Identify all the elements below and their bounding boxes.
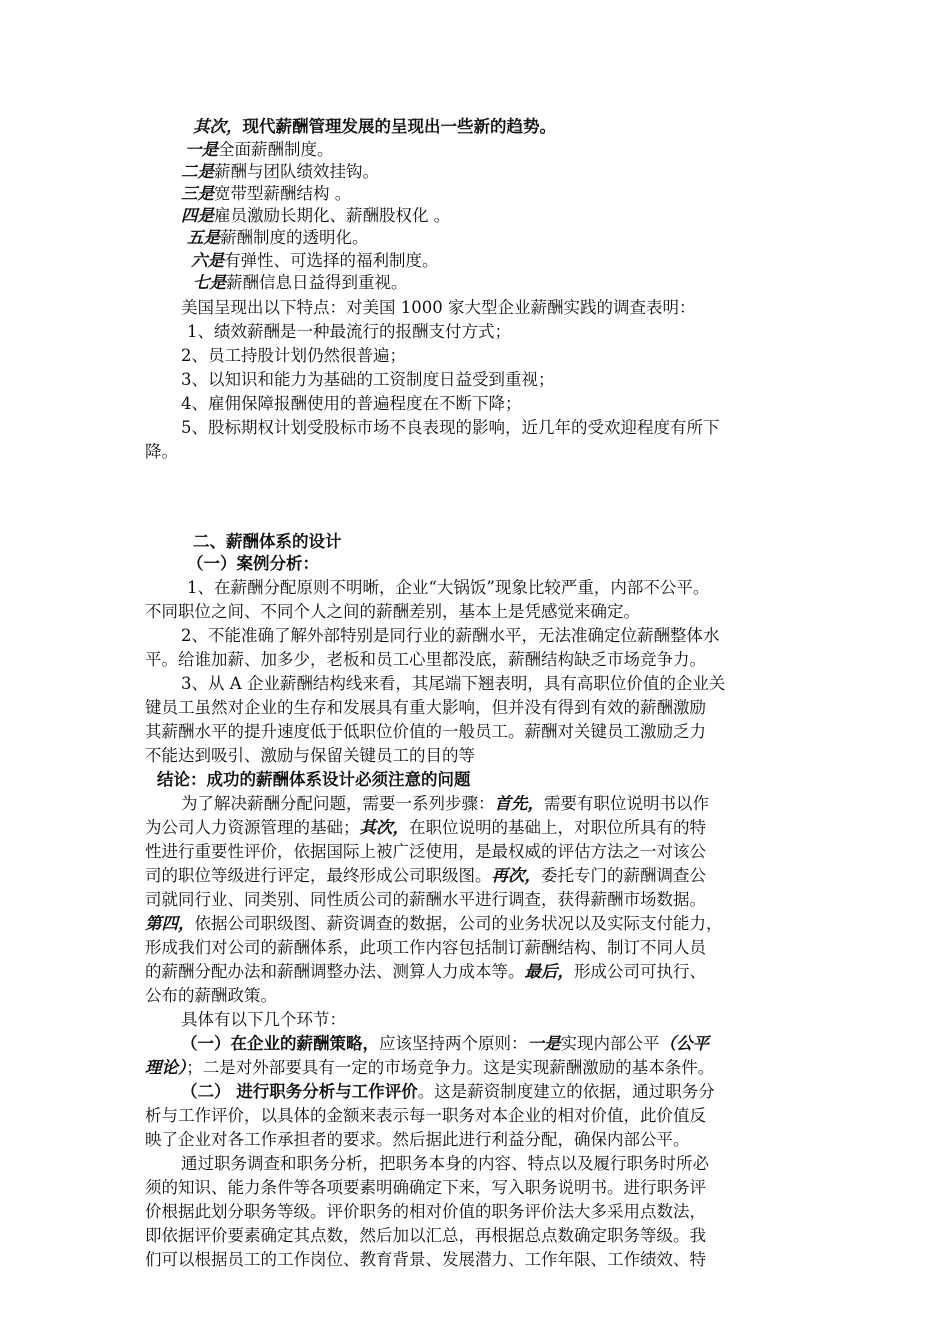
step-line: 映了企业对各工作承担者的要求。然后据此进行利益分配，确保内部公平。	[145, 1130, 690, 1149]
para-line: 通过职务调查和职务分析，把职务本身的内容、特点以及履行职务时所必	[181, 1154, 709, 1173]
step-line: 析与工作评价，以具体的金额来表示每一职务对本企业的相对价值，此价值反	[145, 1106, 706, 1125]
para-line: 们可以根据员工的工作岗位、教育背景、发展潜力、工作年限、工作绩效、特	[145, 1250, 706, 1269]
conclusion-line: 第四，依据公司职级图、薪资调查的数据，公司的业务状况以及实际支付能力，	[145, 914, 723, 933]
us-intro: 美国呈现出以下特点：对美国 1000 家大型企业薪酬实践的调查表明：	[181, 298, 696, 317]
step-line: （一）在企业的薪酬策略，应该坚持两个原则：一是实现内部公平（公平	[181, 1034, 709, 1053]
trend-item: 三是宽带型薪酬结构 。	[181, 184, 352, 203]
trend-item: 七是薪酬信息日益得到重视。	[193, 273, 408, 292]
steps-intro: 具体有以下几个环节：	[181, 1010, 346, 1029]
trend-item: 四是雇员激励长期化、薪酬股权化 。	[181, 206, 451, 225]
us-item-cont: 降。	[145, 442, 178, 461]
case-para: 不同职位之间、不同个人之间的薪酬差别，基本上是凭感觉来确定。	[145, 602, 640, 621]
trend-item: 二是薪酬与团队绩效挂钩。	[181, 162, 379, 181]
para-line: 须的知识、能力条件等各项要素明确确定下来，写入职务说明书。进行职务评	[145, 1178, 706, 1197]
us-item: 3、以知识和能力为基础的工资制度日益受到重视；	[181, 370, 555, 389]
us-item: 2、员工持股计划仍然很普遍；	[181, 346, 406, 365]
step-line: （二） 进行职务分析与工作评价。这是薪资制度建立的依据，通过职务分	[181, 1082, 715, 1101]
conclusion-line: 为了解决薪酬分配问题，需要一系列步骤：首先，需要有职位说明书以作	[181, 794, 709, 813]
trends-heading: 其次，现代薪酬管理发展的呈现出一些新的趋势。	[193, 117, 556, 136]
conclusion-line: 形成我们对公司的薪酬体系，此项工作内容包括制订薪酬结构、制订不同人员	[145, 938, 706, 957]
section-title: 二、薪酬体系的设计	[193, 532, 342, 551]
case-para: 键员工虽然对企业的生存和发展具有重大影响，但并没有得到有效的薪酬激励	[145, 698, 706, 717]
trend-item: 五是薪酬制度的透明化。	[187, 228, 369, 247]
conclusion-line: 的薪酬分配办法和薪酬调整办法、测算人力成本等。最后，形成公司可执行、	[145, 962, 706, 981]
case-para: 不能达到吸引、激励与保留关键员工的目的等	[145, 746, 475, 765]
trend-item: 一是全面薪酬制度。	[185, 140, 334, 159]
conclusion-line: 性进行重要性评价，依据国际上被广泛使用，是最权威的评估方法之一对该公	[145, 842, 706, 861]
us-item: 1、绩效薪酬是一种最流行的报酬支付方式；	[187, 322, 511, 341]
case-para: 平。给谁加薪、加多少，老板和员工心里都没底，薪酬结构缺乏市场竞争力。	[145, 650, 706, 669]
case-para: 2、不能准确了解外部特别是同行业的薪酬水平，无法准确定位薪酬整体水	[181, 626, 720, 645]
conclusion-title: 结论：成功的薪酬体系设计必须注意的问题	[157, 770, 471, 789]
case-para: 1、在薪酬分配原则不明晰，企业“大锅饭”现象比较严重，内部不公平。	[187, 578, 710, 597]
trend-item: 六是有弹性、可选择的福利制度。	[191, 251, 439, 270]
case-para: 3、从 A 企业薪酬结构线来看，其尾端下翘表明，具有高职位价值的企业关	[181, 674, 726, 693]
conclusion-line: 司的职位等级进行评定，最终形成公司职级图。再次，委托专门的薪酬调查公	[145, 866, 706, 885]
para-line: 即依据评价要素确定其点数，然后加以汇总，再根据总点数确定职务等级。我	[145, 1226, 706, 1245]
case-para: 其薪酬水平的提升速度低于低职位价值的一般员工。薪酬对关键员工激励乏力	[145, 722, 706, 741]
us-item: 5、股标期权计划受股标市场不良表现的影响，近几年的受欢迎程度有所下	[181, 418, 720, 437]
us-item: 4、雇佣保障报酬使用的普遍程度在不断下降；	[181, 394, 522, 413]
conclusion-line: 司就同行业、同类别、同性质公司的薪酬水平进行调查，获得薪酬市场数据。	[145, 890, 706, 909]
conclusion-line: 公布的薪酬政策。	[145, 986, 277, 1005]
para-line: 价根据此划分职务等级。评价职务的相对价值的职务评价法大多采用点数法，	[145, 1202, 706, 1221]
case-title: （一）案例分析：	[187, 554, 319, 573]
step-line: 理论）；二是对外部要具有一定的市场竞争力。这是实现薪酬激励的基本条件。	[145, 1058, 715, 1077]
conclusion-line: 为公司人力资源管理的基础；其次，在职位说明的基础上，对职位所具有的特	[145, 818, 706, 837]
